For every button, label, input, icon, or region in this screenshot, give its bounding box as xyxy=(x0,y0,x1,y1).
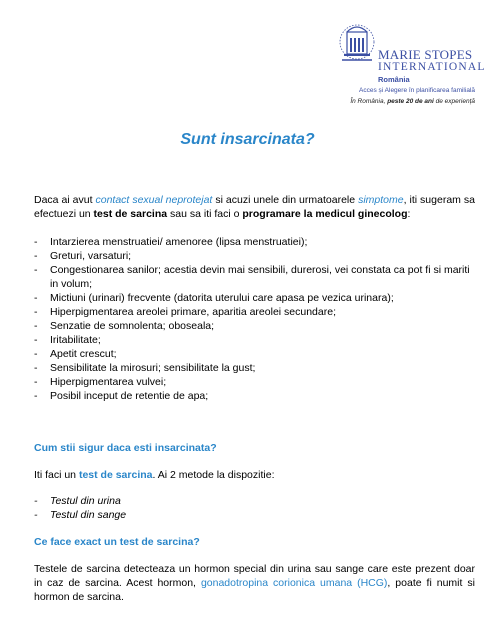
marie-stopes-logo xyxy=(338,14,488,84)
document-body xyxy=(34,193,475,604)
section-heading-what-test-does: Ce face exact un test de sarcina? xyxy=(34,536,200,548)
experience-prefix: În România, xyxy=(350,98,388,105)
experience-bold: peste 20 de ani xyxy=(387,98,434,105)
intro-text-5: : xyxy=(407,208,411,220)
list-item: - Apetit crescut; xyxy=(34,347,475,361)
experience-suffix: de experiență xyxy=(433,98,475,105)
intro-text-4: sau sa iti faci o xyxy=(167,208,243,220)
section2-text-1: Testele de sarcina detecteaza un hormon special din urina sau sange care este prezent doar in caz de sarcina. Acest hormon, xyxy=(34,563,475,589)
page-title: Sunt insarcinata? xyxy=(180,131,315,148)
test-methods-list xyxy=(34,494,475,522)
list-item: - Hiperpigmentarea areolei primare, aparitia areolei secundare; xyxy=(34,305,475,319)
list-item: - Testul din urina xyxy=(34,494,475,508)
logo-line-3: România xyxy=(378,75,410,84)
symptoms-list xyxy=(34,235,475,403)
list-item: - Congestionarea sanilor; acestia devin mai sensibili, durerosi, vei constata ca pot fi si mariti in volum; xyxy=(34,263,475,291)
list-item: - Senzatie de somnolenta; oboseala; xyxy=(34,319,475,333)
contact-link[interactable]: contact sexual neprotejat xyxy=(95,194,213,206)
section1-paragraph xyxy=(34,468,475,482)
intro-paragraph xyxy=(34,193,475,221)
list-item: - Posibil inceput de retentie de apa; xyxy=(34,389,475,403)
section-heading-how-to-know: Cum stii sigur daca esti insarcinata? xyxy=(34,442,217,454)
pregnancy-test-link[interactable]: test de sarcina xyxy=(78,469,153,481)
symptoms-link[interactable]: simptome xyxy=(358,194,404,206)
list-item: - Mictiuni (urinari) frecvente (datorita uterului care apasa pe vezica urinara); xyxy=(34,291,475,305)
section1-text-2: . Ai 2 metode la dispozitie: xyxy=(152,469,275,481)
intro-text-1: Daca ai avut xyxy=(34,194,96,206)
intro-text-2: si acuzi unele din urmatoarele xyxy=(212,194,359,206)
tagline: Acces și Alegere în planificarea familială xyxy=(359,87,475,94)
section2-text-2: , poate fi numit si hormon de sarcina. xyxy=(34,577,475,603)
list-item: - Sensibilitate la mirosuri; sensibilitate la gust; xyxy=(34,361,475,375)
intro-bold-appointment: programare la medicul ginecolog xyxy=(242,208,408,220)
experience-note xyxy=(350,98,475,105)
hcg-link[interactable]: gonadotropina corionica umana (HCG) xyxy=(200,577,388,589)
intro-text-3: , iti sugeram sa efectuezi un xyxy=(34,194,475,220)
marie-stopes-logo-icon xyxy=(338,14,376,76)
list-item: - Iritabilitate; xyxy=(34,333,475,347)
section2-paragraph xyxy=(34,562,475,604)
list-item: - Intarzierea menstruatiei/ amenoree (lipsa menstruatiei); xyxy=(34,235,475,249)
list-item: - Testul din sange xyxy=(34,508,475,522)
list-item: - Greturi, varsaturi; xyxy=(34,249,475,263)
intro-bold-test: test de sarcina xyxy=(93,208,168,220)
logo-line-2: INTERNATIONAL xyxy=(378,61,486,73)
list-item: - Hiperpigmentarea vulvei; xyxy=(34,375,475,389)
section1-text-1: Iti faci un xyxy=(34,469,79,481)
logo-line-1: MARIE STOPES xyxy=(378,47,473,62)
